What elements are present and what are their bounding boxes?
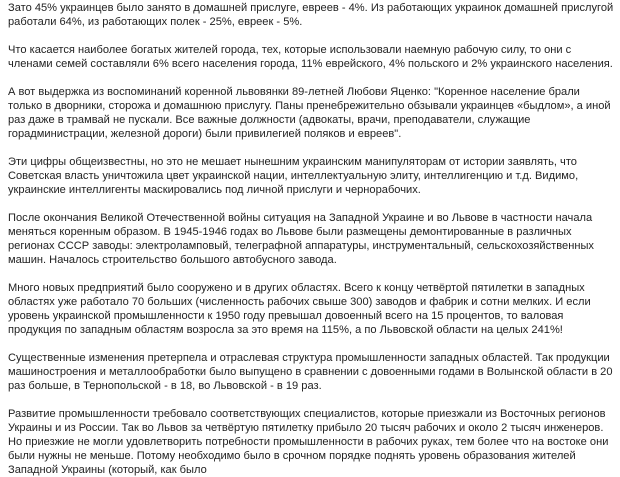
paragraph-industry-structure: Существенные изменения претерпела и отраслевая структура промышленности западных областей. Так продукции машиностроения и металлообработки было выпущено в сравнении с довоенными годами в Волынской области в 20 раз больше, в Тернопольской - в 18, во Львовской - в 19 раз. <box>8 352 613 392</box>
paragraph-intelligentsia: Эти цифры общеизвестны, но это не мешает нынешним украинским манипуляторам от истории заявлять, что Советская власть уничтожила цвет украинской нации, интеллектуальную элиту, интеллигенцию и т.д. Видимо, украинские интеллигенты маскировались под личной прислуги и чернорабочих. <box>8 156 579 196</box>
paragraph-wealthy-residents: Что касается наиболее богатых жителей города, тех, которые использовали наемную рабочую силу, то они с членами семей составляли 6% всего населения города, 11% еврейского, 4% польского и 2% украинского населения. <box>8 44 613 70</box>
paragraph-specialists: Развитие промышленности требовало соответствующих специалистов, которые приезжали из Восточных регионов Украины и из России. Так во Львов за четвёртую пятилетку прибыло 20 тысяч рабочих и около 2 тысяч инженеров. Но приезжие не могли удовлетворить потребности промышленности в рабочих руках, тем более что на востоке они были нужны не меньше. Потому необходимо было в срочном порядке поднять уровень образования жителей Западной Украины (который, как было <box>8 408 609 476</box>
paragraph-servants: Зато 45% украинцев было занято в домашней прислуге, евреев - 4%. Из работающих украинок домашней прислугой работали 64%, из работающих полек - 25%, еврeек - 5%. <box>8 2 614 28</box>
paragraph-postwar: После окончания Великой Отечественной войны ситуация на Западной Украине и во Львове в частности начала меняться коренным образом. В 1945-1946 годах во Львове были размещены демонтированные в различных регионах СССР заводы: электроламповый, телеграфной аппаратуры, инструментальный, сельскохозяйственных машин. Началось строительство большого автобусного завода. <box>8 212 594 266</box>
paragraph-memoir-quote: А вот выдержка из воспоминаний коренной львовянки 89-летней Любови Яценко: "Коренное население брали только в дворники, сторожа и домашнюю прислугу. Паны пренебрежительно обзывали украинцев «быдлом», а иной раз даже в трамвай не пускали. Все важные должности (адвокаты, врачи, преподаватели, служащие горадминистрации, железной дороги) были привилегией поляков и евреев". <box>8 86 611 140</box>
article-body <box>8 1 614 477</box>
paragraph-new-enterprises: Много новых предприятий было сооружено и в других областях. Всего к концу четвёртой пятилетки в западных областях уже работало 70 больших (численность рабочих свыше 300) заводов и фабрик и сотни мелких. И если уровень украинской промышленности к 1950 году превышал довоенный всего на 15 процентов, то валовая продукция по западным областям возросла за это время на 115%, а по Львовской области на целых 241%! <box>8 282 591 336</box>
